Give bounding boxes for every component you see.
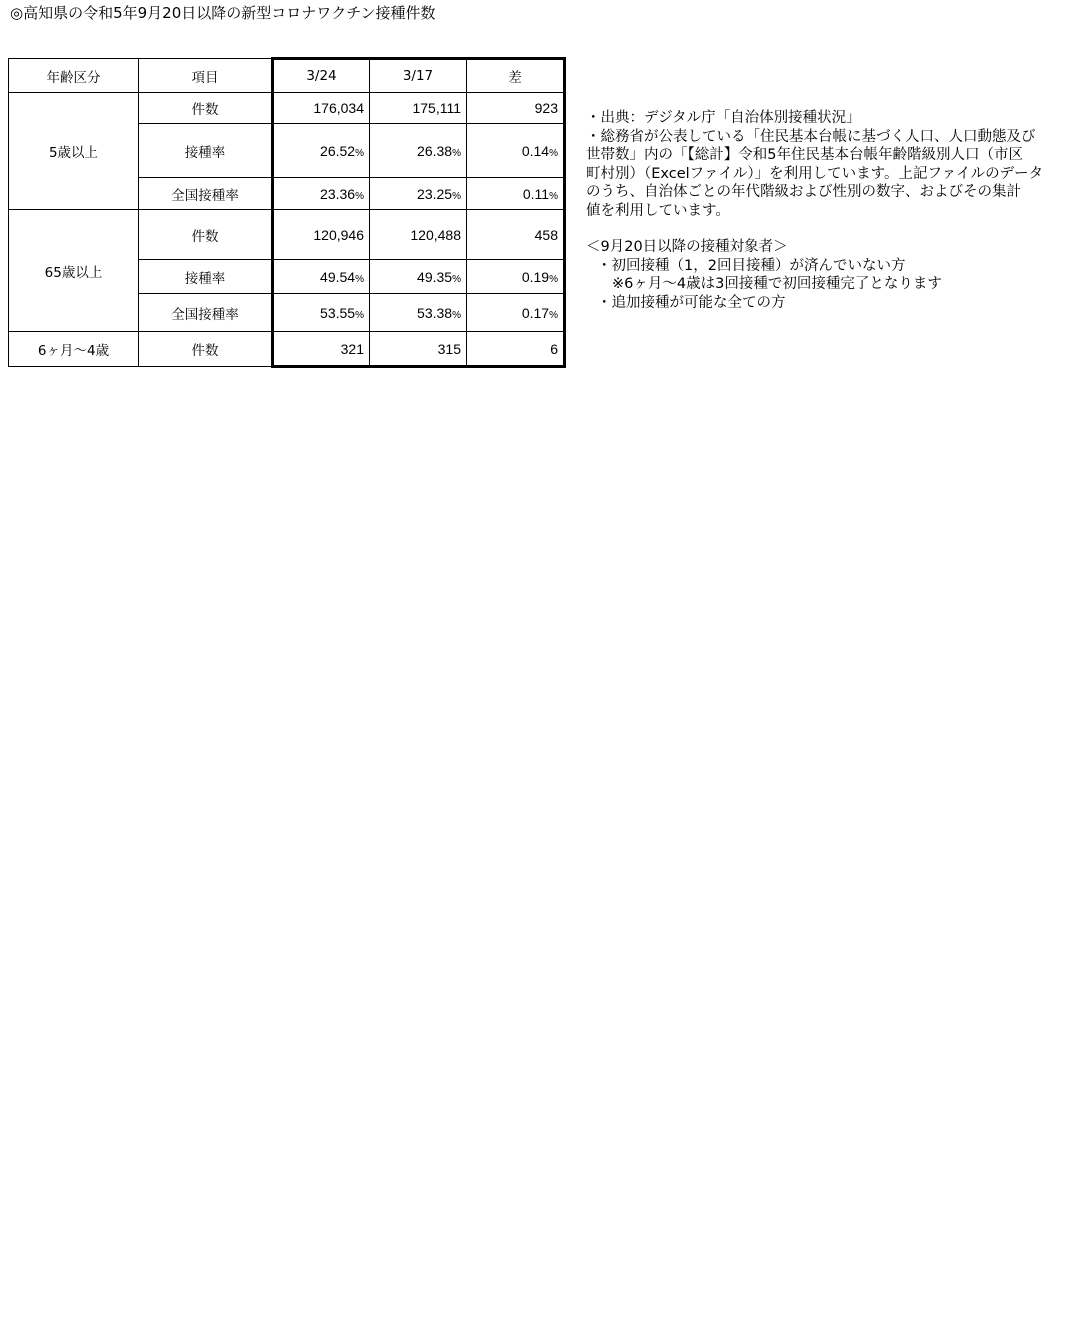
item-label: 件数 (139, 93, 273, 124)
value-date-1: 120,946 (273, 210, 370, 260)
value-date-1: 53.55% (273, 294, 370, 332)
value-diff: 0.19% (467, 260, 565, 294)
header-row (9, 59, 565, 93)
header-item: 項目 (139, 59, 273, 93)
item-label: 全国接種率 (139, 294, 273, 332)
note-line: 町村別）（Excelファイル）」を利用しています。上記ファイルのデータ (586, 165, 1044, 182)
table-row (9, 332, 565, 367)
header-diff: 差 (467, 59, 565, 93)
value-date-1: 49.54% (273, 260, 370, 294)
target-item: ・追加接種が可能な全ての方 (597, 294, 786, 311)
value-diff: 0.11% (467, 178, 565, 210)
value-date-2: 26.38% (370, 124, 467, 178)
note-line: ・総務省が公表している「住民基本台帳に基づく人口、人口動態及び (586, 128, 1036, 145)
value-date-1: 26.52% (273, 124, 370, 178)
value-date-2: 49.35% (370, 260, 467, 294)
value-diff: 0.17% (467, 294, 565, 332)
page-title: ◎高知県の令和5年9月20日以降の新型コロナワクチン接種件数 (10, 4, 436, 22)
note-line: 世帯数」内の「【総計】令和5年住民基本台帳年齢階級別人口（市区 (586, 147, 1023, 163)
value-diff: 923 (467, 93, 565, 124)
item-label: 件数 (139, 210, 273, 260)
note-source: ・出典：デジタル庁「自治体別接種状況」 (586, 110, 861, 126)
age-group-label: 6ヶ月～4歳 (9, 332, 139, 367)
vaccination-table (8, 57, 566, 368)
note-line: 値を利用しています。 (586, 202, 730, 219)
item-label: 接種率 (139, 260, 273, 294)
value-date-1: 23.36% (273, 178, 370, 210)
value-diff: 458 (467, 210, 565, 260)
age-group-label: 65歳以上 (9, 210, 139, 332)
target-item: ・初回接種（1，2回目接種）が済んでいない方 (597, 257, 906, 274)
value-date-2: 175,111 (370, 93, 467, 124)
value-diff: 6 (467, 332, 565, 367)
item-label: 接種率 (139, 124, 273, 178)
item-label: 件数 (139, 332, 273, 367)
value-date-2: 120,488 (370, 210, 467, 260)
value-date-2: 315 (370, 332, 467, 367)
note-line: のうち、自治体ごとの年代階級および性別の数字、およびその集計 (586, 184, 1021, 200)
value-date-1: 321 (273, 332, 370, 367)
header-age: 年齢区分 (9, 59, 139, 93)
value-date-1: 176,034 (273, 93, 370, 124)
value-date-2: 23.25% (370, 178, 467, 210)
item-label: 全国接種率 (139, 178, 273, 210)
age-group-label: 5歳以上 (9, 93, 139, 210)
notes (586, 109, 1074, 312)
table-row (9, 210, 565, 260)
value-diff: 0.14% (467, 124, 565, 178)
targets-heading: ＜9月20日以降の接種対象者＞ (586, 239, 788, 255)
target-note: ※6ヶ月～4歳は3回接種で初回接種完了となります (612, 276, 942, 292)
header-date-1: 3/24 (273, 59, 370, 93)
table-row (9, 93, 565, 124)
value-date-2: 53.38% (370, 294, 467, 332)
header-date-2: 3/17 (370, 59, 467, 93)
